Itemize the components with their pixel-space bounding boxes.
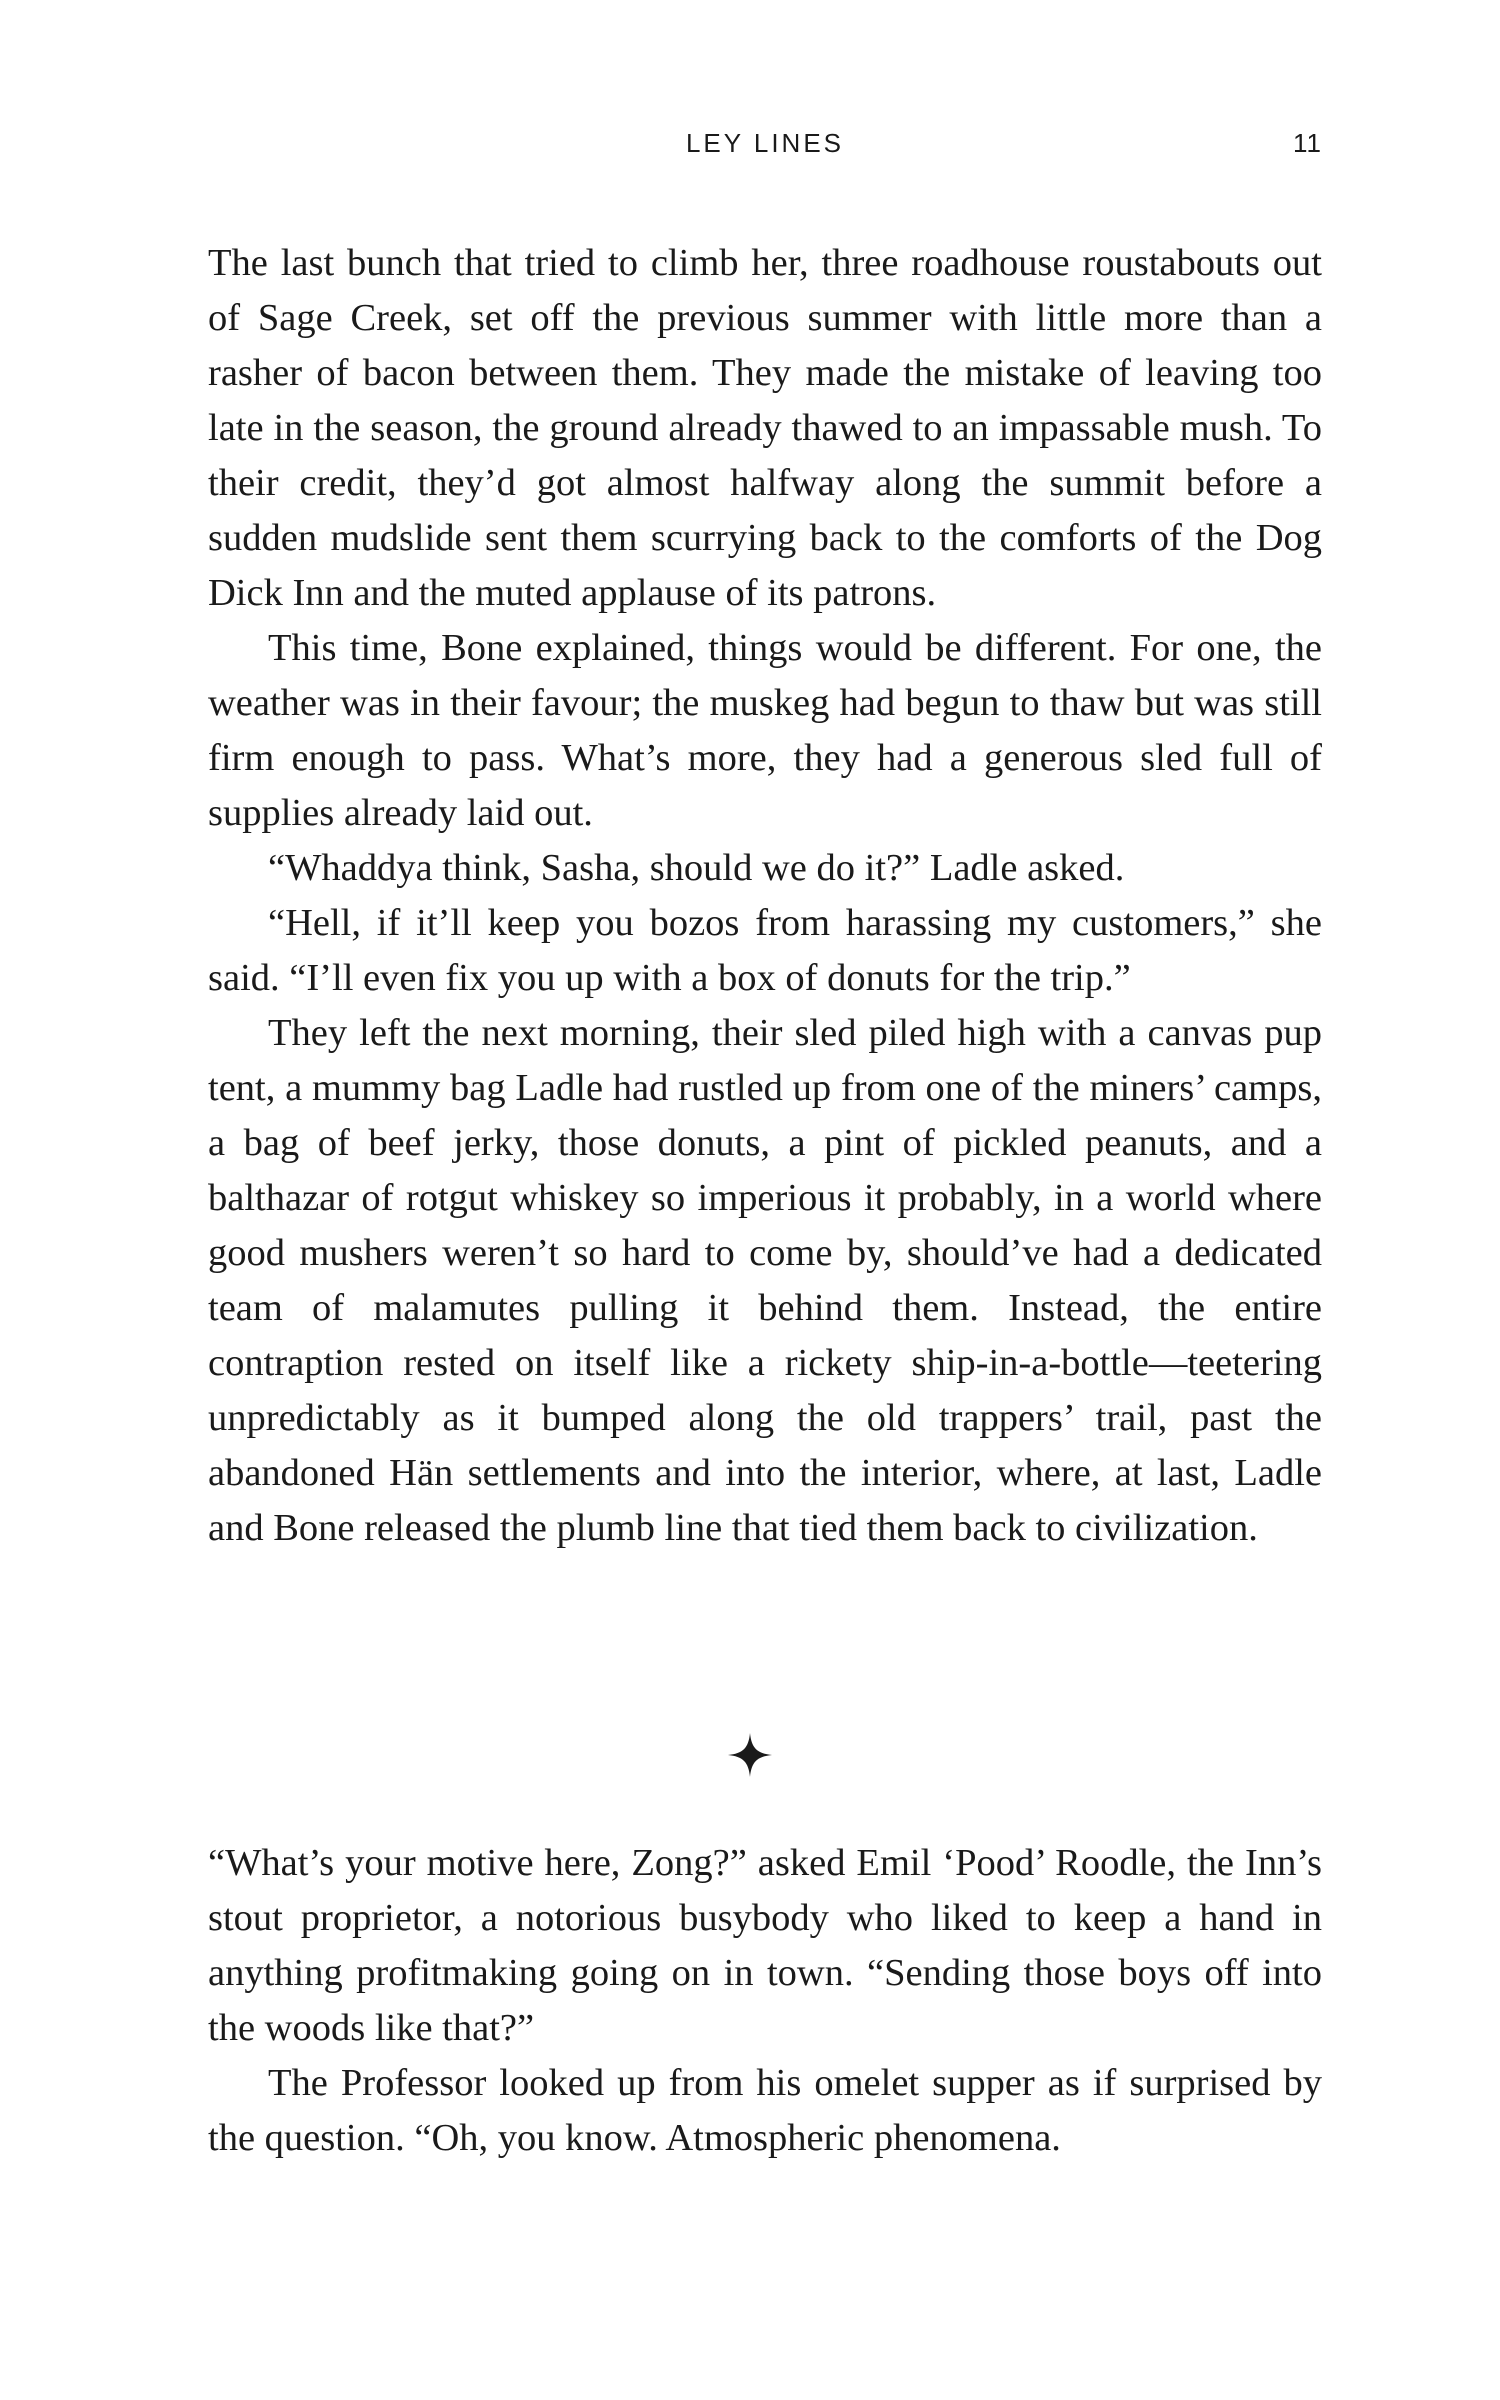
running-head <box>208 128 1322 168</box>
section-two <box>208 1836 1322 2166</box>
section-one <box>208 236 1322 1556</box>
paragraph: “Hell, if it’ll keep you bozos from harassing my customers,” she said. “I’ll even fix you up with a box of donuts for the trip.” <box>208 902 1322 999</box>
paragraph: This time, Bone explained, things would be different. For one, the weather was in their favour; the muskeg had begun to thaw but was still firm enough to pass. What’s more, they had a generous sled full of supplies already laid out. <box>208 627 1322 834</box>
four-point-star-icon <box>726 1731 774 1779</box>
paragraph: The last bunch that tried to climb her, three roadhouse roustabouts out of Sage Creek, set off the previous summer with little more than a rasher of bacon between them. They made the mistake of leaving too late in the season, the ground already thawed to an impassable mush. To their credit, they’d got almost halfway along the summit before a sudden mudslide sent them scurrying back to the comforts of the Dog Dick Inn and the muted applause of its patrons. <box>208 242 1322 614</box>
section-break <box>710 1725 790 1785</box>
paragraph: “Whaddya think, Sasha, should we do it?” Ladle asked. <box>268 847 1125 889</box>
page-number: 11 <box>1293 128 1322 158</box>
running-title: LEY LINES <box>685 128 845 158</box>
paragraph: “What’s your motive here, Zong?” asked Emil ‘Pood’ Roodle, the Inn’s stout proprietor, a notorious busybody who liked to keep a hand in anything profitmaking going on in town. “Sending those boys off into the woods like that?” <box>208 1842 1322 2049</box>
paragraph: They left the next morning, their sled piled high with a canvas pup tent, a mummy bag Ladle had rustled up from one of the miners’ camps, a bag of beef jerky, those donuts, a pint of pickled peanuts, and a balthazar of rotgut whiskey so imperious it probably, in a world where good mushers weren’t so hard to come by, should’ve had a dedicated team of malamutes pulling it behind them. Instead, the entire contraption rested on itself like a rickety ship-in-a-bottle—teetering unpredictably as it bumped along the old trappers’ trail, past the abandoned Hän settlements and into the interior, where, at last, Ladle and Bone released the plumb line that tied them back to civilization. <box>208 1012 1322 1549</box>
paragraph: The Professor looked up from his omelet supper as if surprised by the question. “Oh, you know. Atmospheric phenomena. <box>208 2062 1322 2159</box>
